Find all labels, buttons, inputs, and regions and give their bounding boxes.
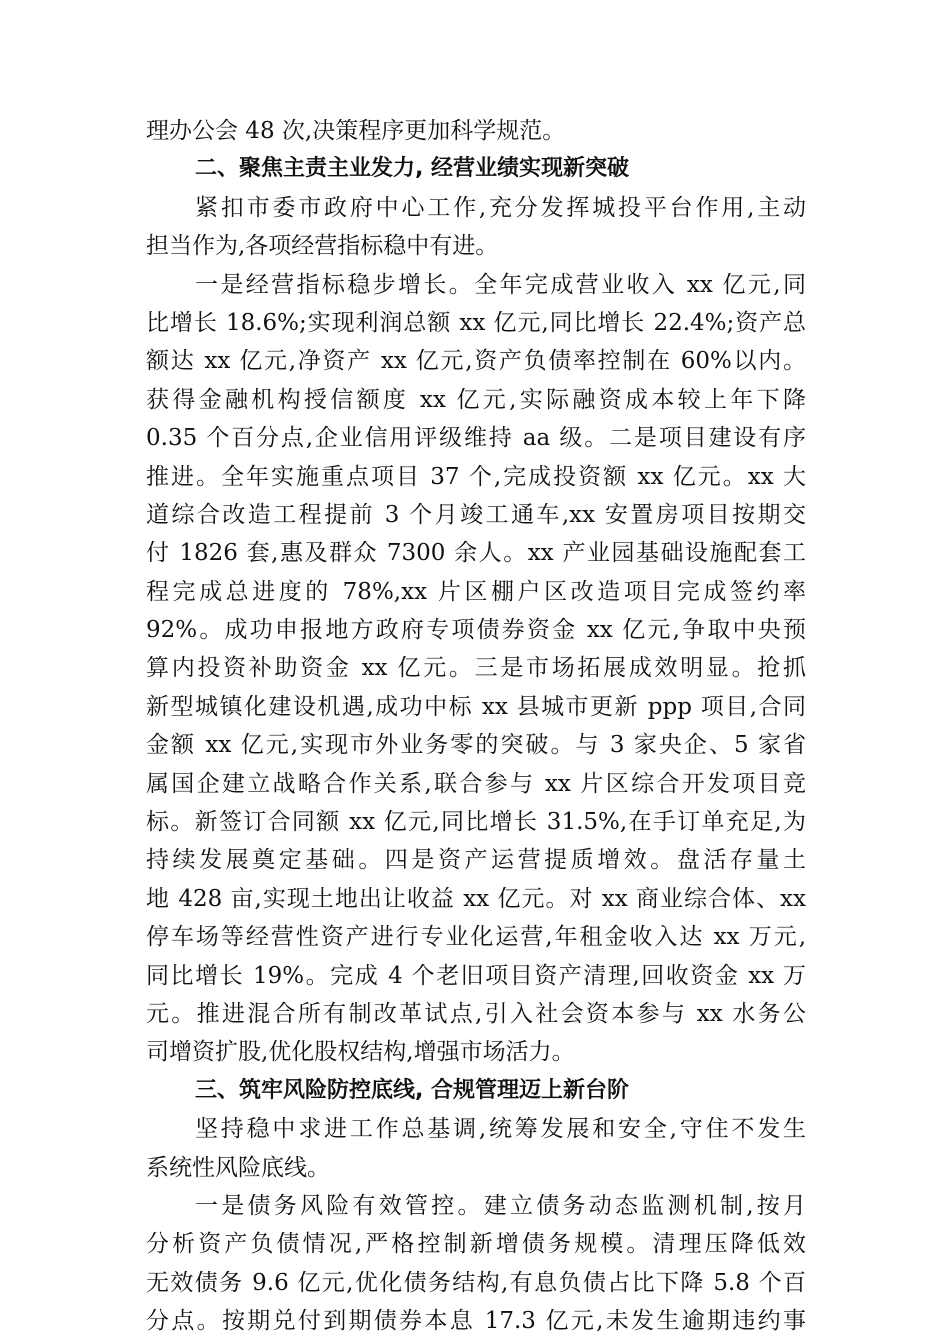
paragraph-line: 92%。成功申报地方政府专项债券资金 xx 亿元,争取中央预 (146, 617, 806, 644)
paragraph-line: 元。推进混合所有制改革试点,引入社会资本参与 xx 水务公 (146, 1000, 806, 1027)
section-heading: 二、聚焦主责主业发力, 经营业绩实现新突破 (195, 156, 630, 182)
paragraph-line: 推进。全年实施重点项目 37 个,完成投资额 xx 亿元。xx 大 (146, 463, 806, 490)
paragraph-line: 同比增长 19%。完成 4 个老旧项目资产清理,回收资金 xx 万 (146, 962, 806, 989)
paragraph-line: 新型城镇化建设机遇,成功中标 xx 县城市更新 ppp 项目,合同 (146, 693, 806, 720)
paragraph-line: 系统性风险底线。 (146, 1154, 330, 1181)
paragraph-line: 坚持稳中求进工作总基调,统筹发展和安全,守住不发生 (195, 1116, 806, 1143)
paragraph-line: 程完成总进度的 78%,xx 片区棚户区改造项目完成签约率 (146, 578, 806, 605)
paragraph-line: 算内投资补助资金 xx 亿元。三是市场拓展成效明显。抢抓 (146, 655, 806, 682)
paragraph-line: 属国企建立战略合作关系,联合参与 xx 片区综合开发项目竞 (146, 770, 806, 797)
paragraph-line: 持续发展奠定基础。四是资产运营提质增效。盘活存量土 (146, 847, 806, 874)
paragraph-line: 分析资产负债情况,严格控制新增债务规模。清理压降低效 (146, 1231, 806, 1258)
paragraph-line: 理办公会 48 次,决策程序更加科学规范。 (146, 118, 566, 144)
paragraph-line: 0.35 个百分点,企业信用评级维持 aa 级。二是项目建设有序 (146, 425, 806, 452)
paragraph-line: 一是债务风险有效管控。建立债务动态监测机制,按月 (195, 1192, 806, 1219)
paragraph-line: 额达 xx 亿元,净资产 xx 亿元,资产负债率控制在 60%以内。 (146, 348, 806, 375)
section-heading: 三、筑牢风险防控底线, 合规管理迈上新台阶 (195, 1077, 630, 1103)
paragraph-line: 比增长 18.6%;实现利润总额 xx 亿元,同比增长 22.4%;资产总 (146, 309, 806, 336)
paragraph-line: 道综合改造工程提前 3 个月竣工通车,xx 安置房项目按期交 (146, 501, 806, 528)
paragraph-line: 标。新签订合同额 xx 亿元,同比增长 31.5%,在手订单充足,为 (146, 809, 806, 836)
paragraph-line: 付 1826 套,惠及群众 7300 余人。xx 产业园基础设施配套工 (146, 540, 806, 567)
paragraph-line: 停车场等经营性资产进行专业化运营,年租金收入达 xx 万元, (146, 924, 806, 951)
paragraph-line: 无效债务 9.6 亿元,优化债务结构,有息负债占比下降 5.8 个百 (146, 1269, 806, 1296)
paragraph-line: 金额 xx 亿元,实现市外业务零的突破。与 3 家央企、5 家省 (146, 732, 806, 759)
paragraph-line: 担当作为,各项经营指标稳中有进。 (146, 233, 499, 260)
paragraph-line: 紧扣市委市政府中心工作,充分发挥城投平台作用,主动 (195, 194, 806, 221)
paragraph-line: 一是经营指标稳步增长。全年完成营业收入 xx 亿元,同 (195, 271, 806, 298)
document-body (146, 112, 806, 1341)
paragraph-line: 获得金融机构授信额度 xx 亿元,实际融资成本较上年下降 (146, 386, 806, 413)
paragraph-line: 司增资扩股,优化股权结构,增强市场活力。 (146, 1039, 575, 1066)
paragraph-line: 地 428 亩,实现土地出让收益 xx 亿元。对 xx 商业综合体、xx (146, 885, 806, 912)
paragraph-line: 分点。按期兑付到期债券本息 17.3 亿元,未发生逾期违约事 (146, 1308, 806, 1335)
